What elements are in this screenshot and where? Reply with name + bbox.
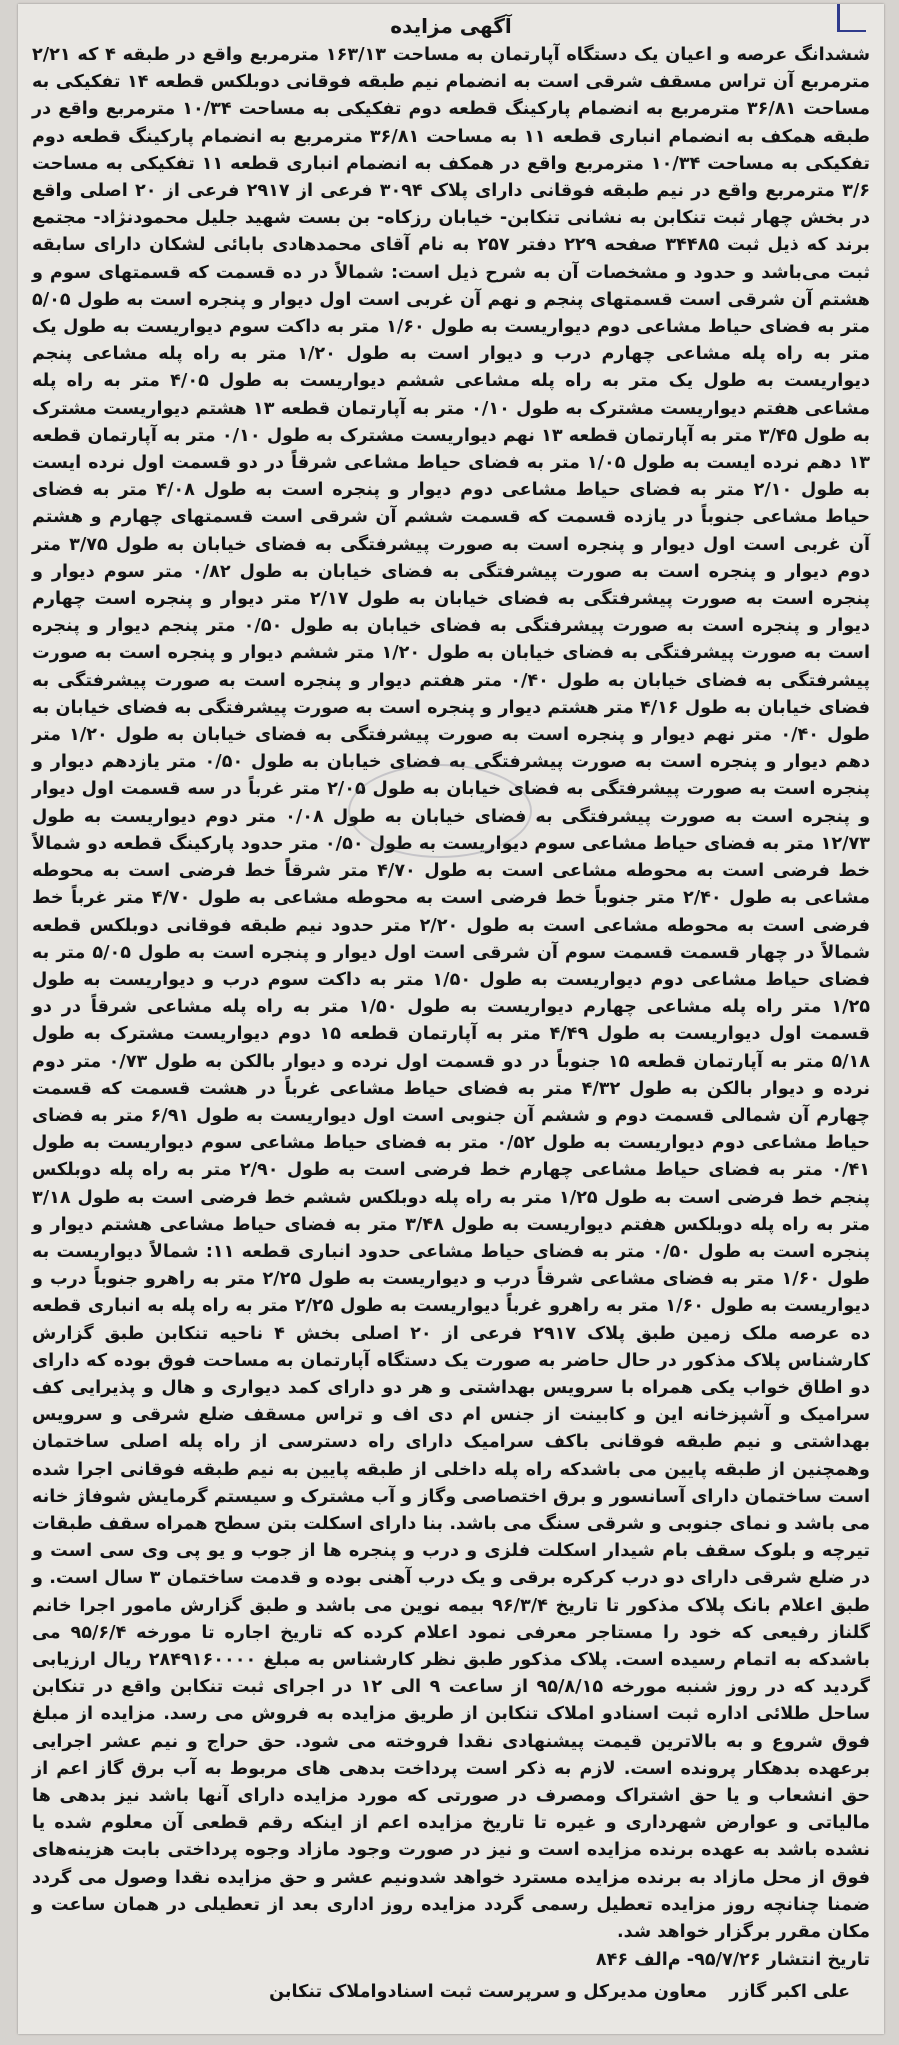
signature-block: [32, 1982, 870, 2002]
publication-dateline: تاریخ انتشار ۹۵/۷/۲۶- م‌الف ۸۴۶: [595, 1950, 870, 1971]
notice-title: آگهی مزایده: [390, 14, 512, 38]
corner-frame-mark: [837, 4, 866, 32]
signer-name: علی اکبر گازر: [729, 1982, 850, 2003]
signer-title: معاون مدیرکل و سرپرست ثبت اسنادواملاک تنکابن: [269, 1982, 708, 2003]
newspaper-clipping: [18, 4, 884, 2034]
notice-body: ششدانگ عرصه و اعیان یک دستگاه آپارتمان به مساحت ۱۶۳/۱۳ مترمربع واقع در طبقه ۴ که ۲/۲۱ مترمربع آن تراس مسقف شرقی است به انضمام نیم طبقه فوقانی دوبلکس قطعه ۱۴ تفکیکی به مساحت ۳۶/۸۱ مترمربع به انضمام پارکینگ قطعه دوم تفکیکی به مساحت ۱۰/۳۴ مترمربع واقع در طبقه همکف به انضمام انباری قطعه ۱۱ به مساحت ۳۶/۸۱ مترمربع به انضمام پارکینگ قطعه دوم تفکیکی به مساحت ۱۰/۳۴ مترمربع واقع در همکف به انضمام انباری قطعه ۱۱ تفکیکی به مساحت ۳/۶ مترمربع واقع در نیم طبقه فوقانی دارای پلاک ۳۰۹۴ فرعی از ۲۹۱۷ فرعی از ۲۰ اصلی واقع در بخش چهار ثبت تنکابن به نشانی تنکابن- خیابان رزکاه- بن بست شهید جلیل محمودنژاد- مجتمع برند که ذیل ثبت ۳۴۴۸۵ صفحه ۲۲۹ دفتر ۲۵۷ به نام آقای محمدهادی بابائی لشکان دارای سابقه ثبت می‌باشد و حدود و مشخصات آن به شرح ذیل است: شمالاً در ده قسمت که قسمتهای سوم و هشتم آن شرقی است قسمتهای پنجم و نهم آن غربی است اول دیوار و پنجره است به طول ۵/۰۵ متر به فضای حیاط مشاعی دوم دیواریست به طول ۱/۶۰ متر به داکت سوم دیواریست به طول یک متر به راه پله مشاعی چهارم درب و دیوار است به طول ۱/۲۰ متر به راه پله مشاعی پنجم دیواریست به طول یک متر به راه پله مشاعی ششم دیواریست به طول ۴/۰۵ متر به راه پله مشاعی هفتم دیواریست مشترک به طول ۰/۱۰ متر به آپارتمان قطعه ۱۳ هشتم دیواریست مشترک به طول ۳/۴۵ متر به آپارتمان قطعه ۱۳ نهم دیواریست مشترک به طول ۰/۱۰ متر به آپارتمان قطعه ۱۳ دهم نرده ایست به طول ۱/۰۵ متر به فضای حیاط مشاعی شرقاً در دو قسمت اول نرده ایست به طول ۲/۱۰ متر به فضای حیاط مشاعی دوم دیوار و پنجره است به طول ۴/۰۸ متر به فضای حیاط مشاعی جنوباً در یازده قسمت که قسمت ششم آن شرقی است قسمتهای چهارم و هشتم آن غربی است اول دیوار و پنجره است به صورت پیشرفتگی به فضای خیابان به طول ۳/۷۵ متر دوم دیوار و پنجره است به صورت پیشرفتگی به فضای خیابان به طول ۰/۸۲ متر سوم دیوار و پنجره است به صورت پیشرفتگی به فضای خیابان به طول ۲/۱۷ متر دیوار و پنجره است چهارم دیوار و پنجره است به صورت پیشرفتگی به فضای خیابان به طول ۰/۵۰ متر پنجم دیوار و پنجره است به صورت پیشرفتگی به فضای خیابان به طول ۱/۲۰ متر ششم دیوار و پنجره است به صورت پیشرفتگی به فضای خیابان به طول ۰/۴۰ متر هفتم دیوار و پنجره است به صورت پیشرفتگی به فضای خیابان به طول ۴/۱۶ متر هشتم دیوار و پنجره است به صورت پیشرفتگی به فضای خیابان به طول ۰/۴۰ متر نهم دیوار و پنجره است به صورت پیشرفتگی به فضای خیابان به طول ۱/۲۰ متر دهم دیوار و پنجره است به صورت پیشرفتگی به فضای خیابان به طول ۰/۵۰ متر یازدهم دیوار و پنجره است به صورت پیشرفتگی به فضای خیابان به طول ۲/۰۵ متر غرباً در سه قسمت اول دیوار و پنجره است به صورت پیشرفتگی به فضای خیابان به طول ۰/۰۸ متر دوم دیواریست به طول ۱۲/۷۳ متر به فضای حیاط مشاعی سوم دیواریست به طول ۰/۵۰ متر حدود پارکینگ قطعه دو شمالاً خط فرضی است به محوطه مشاعی است به طول ۴/۷۰ متر شرقاً خط فرضی است به محوطه مشاعی به طول ۲/۴۰ متر جنوباً خط فرضی است به محوطه مشاعی به طول ۴/۷۰ متر غرباً خط فرضی است به محوطه مشاعی است به طول ۲/۲۰ متر حدود نیم طبقه فوقانی دوبلکس قطعه شمالاً در چهار قسمت قسمت سوم آن شرقی است اول دیوار و پنجره است به طول ۵/۰۵ متر به فضای حیاط مشاعی دوم دیواریست به طول ۱/۵۰ متر به داکت سوم درب و دیواریست به طول ۱/۲۵ متر راه پله مشاعی چهارم دیواریست به طول ۱/۵۰ متر به راه پله مشاعی شرقاً در دو قسمت اول دیواریست به طول ۴/۴۹ متر به آپارتمان قطعه ۱۵ دوم دیواریست مشترک به طول ۵/۱۸ متر به آپارتمان قطعه ۱۵ جنوباً در دو قسمت اول نرده و دیوار بالکن به طول ۰/۷۳ متر دوم نرده و دیوار بالکن به طول ۴/۳۲ متر به فضای حیاط مشاعی غرباً در هشت قسمت که قسمت چهارم آن شمالی قسمت دوم و ششم آن جنوبی است اول دیواریست به طول ۶/۹۱ متر به فضای حیاط مشاعی دوم دیواریست به طول ۰/۵۲ متر به فضای حیاط مشاعی سوم دیواریست به طول ۰/۴۱ متر به فضای حیاط مشاعی چهارم خط فرضی است به طول ۲/۹۰ متر به راه پله دوبلکس پنجم خط فرضی است به طول ۱/۲۵ متر به راه پله دوبلکس ششم خط فرضی است به طول ۳/۱۸ متر به راه پله دوبلکس هفتم دیواریست به طول ۳/۴۸ متر به فضای حیاط مشاعی هشتم دیوار و پنجره است به طول ۰/۵۰ متر به فضای حیاط مشاعی حدود انباری قطعه ۱۱: شمالاً دیواریست به طول ۱/۶۰ متر به فضای مشاعی شرقاً درب و دیواریست به طول ۲/۲۵ متر به راهرو جنوباً درب و دیواریست به طول ۱/۶۰ متر به راهرو غرباً دیواریست به طول ۲/۲۵ متر به راه پله به انباری قطعه ده عرصه ملک زمین طبق پلاک ۲۹۱۷ فرعی از ۲۰ اصلی بخش ۴ ناحیه تنکابن طبق گزارش کارشناس پلاک مذکور در حال حاضر به صورت یک دستگاه آپارتمان به مساحت فوق بوده که دارای دو اطاق خواب یکی همراه با سرویس بهداشتی و هر دو دارای کمد دیواری و هال و پذیرایی کف سرامیک و آشپزخانه این و کابینت از جنس ام دی اف و تراس مسقف ضلع شرقی و سرویس بهداشتی و نیم طبقه فوقانی باکف سرامیک دارای راه دسترسی از راه پله اصلی ساختمان وهمچنین از طبقه پایین می باشدکه راه پله داخلی از طبقه پایین به نیم طبقه فوقانی اجرا شده است ساختمان دارای آسانسور و برق اختصاصی وگاز و آب مشترک و سیستم گرمایش شوفاژ خانه می باشد و نمای جنوبی و شرقی سنگ می باشد. بنا دارای اسکلت بتن سطح همراه سقف طبقات تیرچه و بلوک سقف بام شیدار اسکلت فلزی و درب و پنجره ها از جوب و یو پی وی سی است و در ضلع شرقی دارای دو درب کرکره برقی و یک درب آهنی بوده و قدمت ساختمان ۳ سال است. و طبق اعلام بانک پلاک مذکور تا تاریخ ۹۶/۳/۴ بیمه نوین می باشد و طبق گزارش مامور اجرا خانم گلناز رفیعی که خود را مستاجر معرفی نمود اعلام کرده که تاریخ اجاره تا مورخه ۹۵/۶/۴ می باشدکه به اتمام رسیده است. پلاک مذکور طبق نظر کارشناس به مبلغ ۲۸۴۹۱۶۰۰۰۰ ریال ارزیابی گردید که در روز شنبه مورخه ۹۵/۸/۱۵ از ساعت ۹ الی ۱۲ در اجرای ثبت تنکابن واقع در تنکابن ساحل طلائی اداره ثبت اسنادو املاک تنکابن از طریق مزایده به فروش می رسد. مزایده از مبلغ فوق شروع و به بالاترین قیمت پیشنهادی نقدا فروخته می شود. حق حراج و نیم عشر اجرایی برعهده بدهکار پرونده است. لازم به ذکر است پرداخت بدهی های مربوط به آب برق گاز اعم از حق انشعاب و یا حق اشتراک ومصرف در صورتی که مورد مزایده دارای آنها باشد نیز بدهی ها مالیاتی و عوارض شهرداری و غیره تا تاریخ مزایده اعم از اینکه رقم قطعی آن معلوم شده یا نشده باشد به عهده برنده مزایده است و نیز در صورت وجود مازاد وجوه پرداختی بابت هزینه‌های فوق از محل مازاد به برنده مزایده مسترد خواهد شدونیم عشر و حق مزایده نقدا وصول می گردد ضمنا چنانچه روز مزایده تعطیل رسمی گردد مزایده روز اداری بعد از تعطیلی در همان ساعت و مکان مقرر برگزار خواهد شد.: [32, 45, 871, 1943]
